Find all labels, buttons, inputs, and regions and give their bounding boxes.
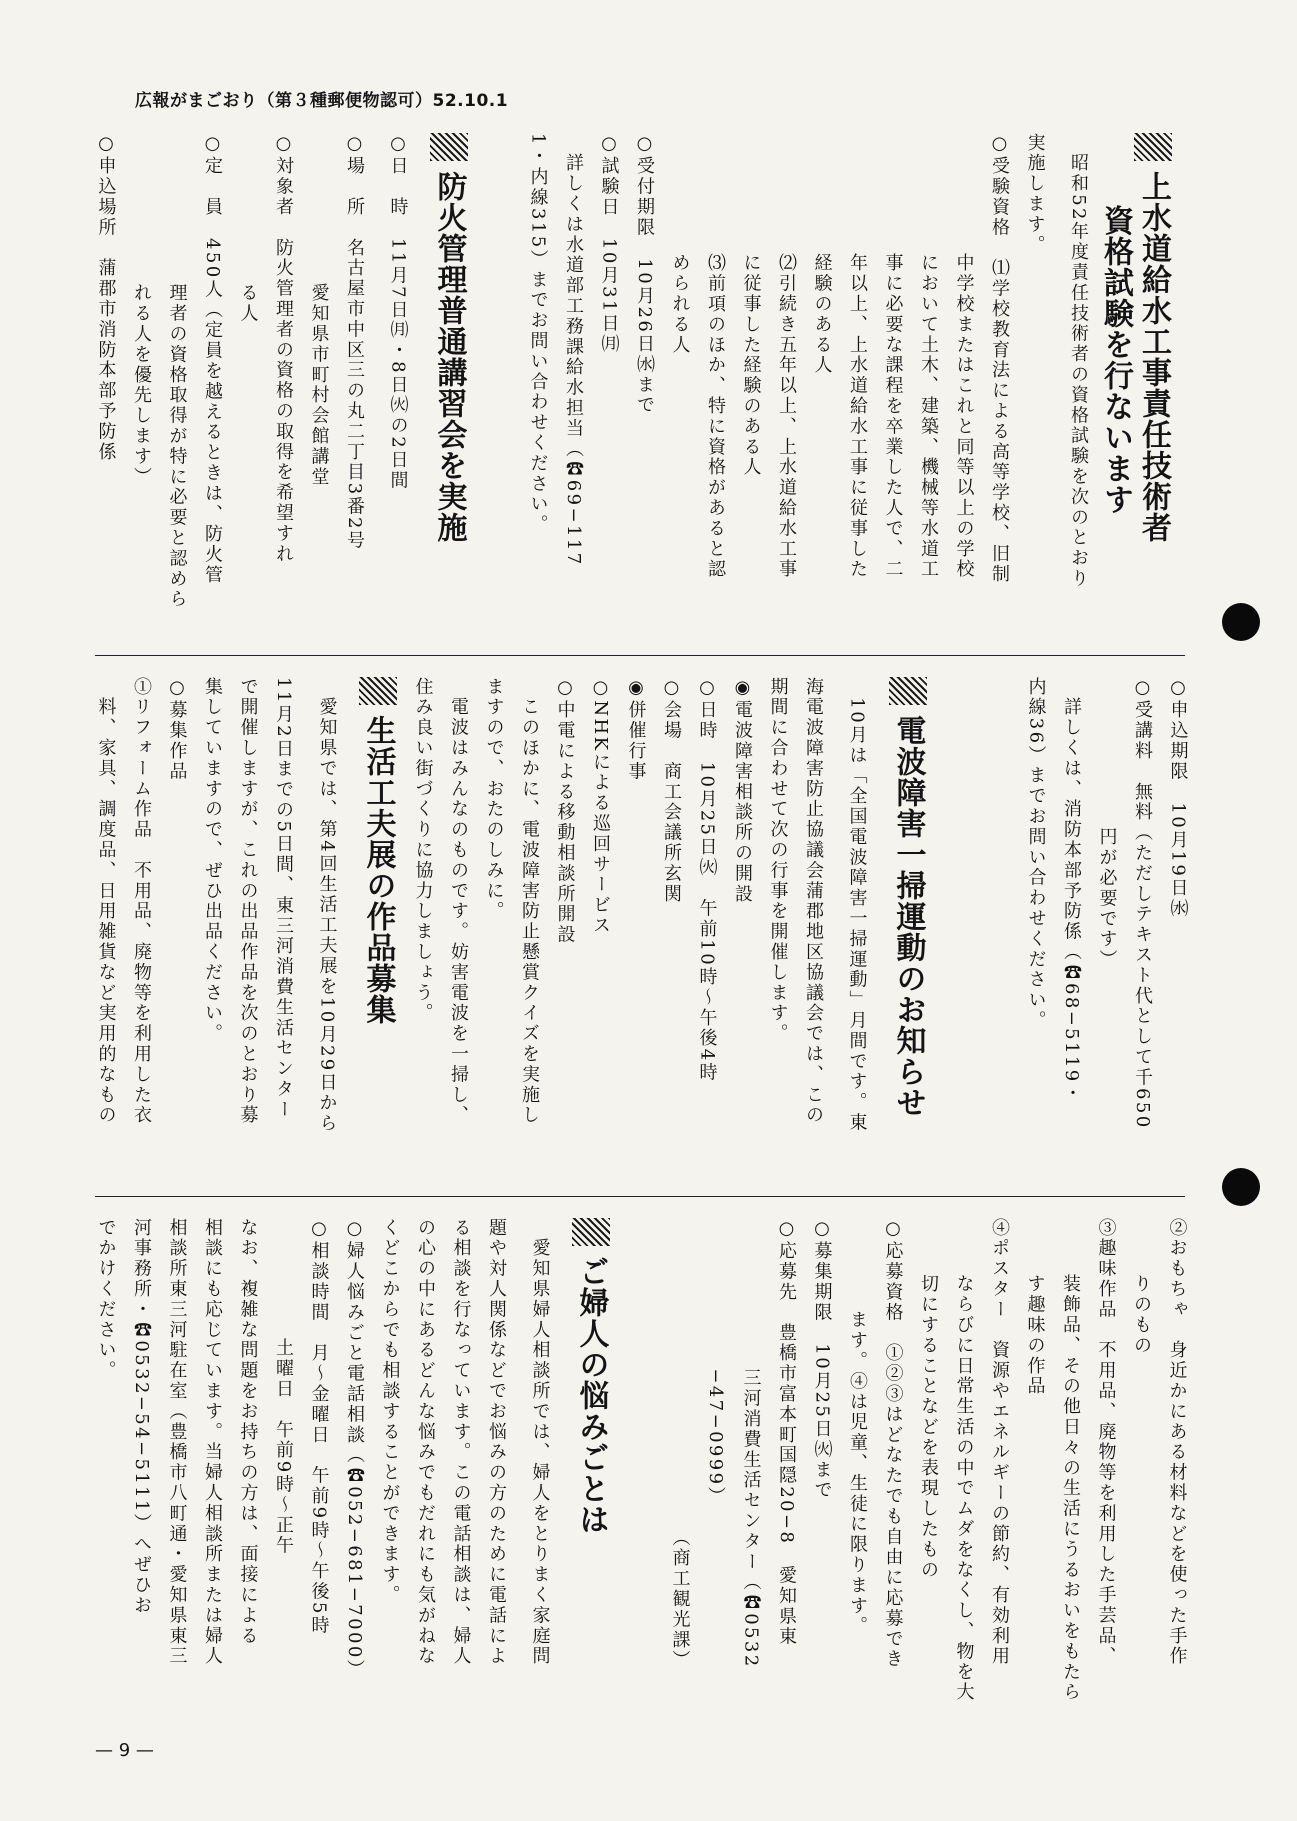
body-line: において土木、建築、機械等水道工 [918,233,939,580]
body-line: 詳しくは水道部工務課給水担当（☎69−117 [563,133,584,567]
body-line: ○応募資格 ①②③はどなたでも自由に応募でき [882,1218,904,1670]
body-line: ○場 所 名古屋市中区三の丸二丁目3番2号 [344,133,365,552]
body-line: なお、複雑な問題をお持ちの方は、面接による [237,1218,259,1647]
body-line: ○相談時間 月〜金曜日 午前9時〜午後5時 [308,1218,330,1637]
body-line: 題や対人関係などでお悩みの方のために電話によ [486,1218,507,1667]
body-line: 期間に合わせて次の行事を開催します。 [767,677,789,1045]
body-line: ○申込場所 蒲郡市消防本部予防係 [95,133,117,463]
body-line: 電波はみんなのものです。妨害電波を一掃し、 [448,677,469,1126]
article-title: 電波障害一掃運動のお知らせ [889,677,927,1182]
body-line: ○受験資格 ⑴学校教育法による高等学校、旧制 [989,133,1010,585]
body-line: ②おもちゃ 身近かにある材料などを使った手作 [1166,1218,1188,1667]
body-line: 河事務所・☎0532−54−5111）へぜひお [131,1218,152,1616]
section-credit: （商工観光課） [669,1528,691,1671]
body-line: くどこからでも相談することができます。 [379,1218,401,1606]
body-line: す趣味の作品 [1024,1254,1046,1397]
body-line: ますので、おたのしみに。 [483,677,505,922]
body-line: 相談所東三河駐在室（豊橋市八町通・愛知県東三 [166,1218,188,1667]
article-women-counseling [88,1218,610,1728]
body-line: 切にすることなどを表現したもの [918,1254,939,1581]
body-line: ○日時 10月25日㈫ 午前10時〜午後4時 [696,677,718,1083]
body-line: ○受付期限 10月26日㈬まで [634,133,655,416]
body-line: 愛知県では、第4回生活工夫展を10月29日から [316,677,338,1134]
body-line: 愛知県市町村会館講堂 [308,263,330,488]
body-line: 装飾品、その他日々の生活にうるおいをもたら [1060,1254,1081,1703]
body-line: −47−0999） [705,1348,726,1507]
body-line: 円が必要です） [1096,807,1118,971]
body-line: ○募集期限 10月25日㈫まで [811,1218,833,1501]
body-line: 理者の資格取得が特に必要と認めら [166,263,188,610]
body-line: 経験のある人 [811,233,833,376]
masthead: 広報がまごおり（第３種郵便物認可）52.10.1 [135,91,509,111]
body-line: る相談を行なっています。この電話相談は、婦人 [450,1218,472,1667]
body-line: 11月2日までの5日間、東三河消費生活センター [273,677,294,1121]
article-fire-course-cont [1018,677,1196,1182]
body-line: ○対象者 防火管理者の資格の取得を希望すれ [273,133,294,565]
body-line: ○婦人悩みごと電話相談（☎052−681−7000） [344,1218,365,1681]
body-line: 相談にも応じています。当婦人相談所または婦人 [202,1218,223,1667]
section-divider-2 [95,1196,1185,1197]
body-line: ◉電波障害相談所の開設 [732,677,753,905]
body-line: 事に必要な課程を卒業した人で、二 [882,233,904,580]
body-line: ○応募先 豊橋市富本町国隠20−8 愛知県東 [776,1218,797,1648]
article-title: 上水道給水工事責任技術者 [1134,133,1172,638]
body-line: 10月は「全国電波障害一掃運動」月間です。東 [846,677,868,1134]
body-line: ○中電による移動相談所開設 [554,677,576,946]
article-craft-exhibition [88,677,397,1182]
body-line: 愛知県婦人相談所では、婦人をとりまく家庭問 [529,1218,551,1667]
body-line: で開催しますが、これの出品作品を次のとおり募 [237,677,259,1126]
body-line: 内線36）までお問い合わせください。 [1025,677,1047,1032]
body-line: 実施します。 [1024,133,1046,256]
body-line: に従事した経験のある人 [740,233,762,478]
article-water-exam [520,133,1172,638]
body-line: ◉併催行事 [625,677,647,782]
body-line: ○試験日 10月31日㈪ [598,133,620,355]
article-title: ご婦人の悩みごとは [572,1218,610,1728]
body-line: れる人を優先します） [131,263,152,488]
body-line: ならびに日常生活の中でムダをなくし、物を大 [953,1254,975,1703]
article-title: 生活工夫展の作品募集 [359,677,397,1182]
body-line: ○募集作品 [166,677,188,782]
body-line: る人 [237,263,259,325]
body-line: ○NHKによる巡回サービス [590,677,611,937]
body-line: ⑵引続き五年以上、上水道給水工事 [776,233,797,580]
article-title: 防火管理普通講習会を実施 [430,133,468,638]
body-line: ④ポスター 資源やエネルギーの節約、有効利用 [989,1218,1010,1667]
body-line: このほかに、電波障害防止懸賞クイズを実施し [519,677,540,1126]
body-line: ○会場 商工会議所玄関 [661,677,682,905]
body-line: められる人 [669,233,691,356]
body-line: 年以上、上水道給水工事に従事した [847,233,868,580]
body-line: 三河消費生活センター（☎0532 [740,1348,762,1669]
body-line: ①リフォーム作品 不用品、廃物等を利用した衣 [131,677,152,1126]
body-line: 中学校またはこれと同等以上の学校 [953,233,975,580]
punch-hole-top [1222,603,1260,641]
body-line: りのもの [1131,1254,1152,1356]
punch-hole-bottom [1222,1168,1260,1206]
article-radio-interference [405,677,927,1182]
body-line: ○日 時 11月7日㈪・8日㈫の2日間 [387,133,409,491]
body-line: の心の中にあるどんな悩みでもだれにも気がねな [415,1218,436,1667]
article-fire-course [88,133,468,638]
body-line: 昭和52年度責任技術者の資格試験を次のとおり [1068,133,1089,590]
body-line: 料、家具、調度品、日用雑貨など実用的なもの [95,677,117,1126]
body-line: ○定 員 450人（定員を越えるときは、防火管 [202,133,223,586]
article-title-line-2: 資格試験を行ないます [1098,205,1133,515]
body-line: 海電波障害防止協議会蒲郡地区協議会では、この [803,677,824,1126]
body-line: ③趣味作品 不用品、廃物等を利用した手芸品、 [1095,1218,1117,1667]
body-line: 土曜日 午前9時〜正午 [273,1318,294,1557]
body-line: ○受講料 無料（ただしテキスト代として千650 [1132,677,1153,1130]
body-line: 1・内線315）までお問い合わせください。 [527,133,549,536]
body-line: 詳しくは、消防本部予防係（☎68−5119・ [1061,677,1082,1104]
page-number: — 9 — [95,1740,154,1761]
body-line: 住み良い街づくりに協力しましょう。 [412,677,434,1024]
body-line: ます。④は児童、生徒に限ります。 [847,1290,868,1637]
body-line: ⑶前項のほか、特に資格があると認 [705,233,726,580]
body-line: 集していますので、ぜひ出品ください。 [202,677,223,1045]
body-line: でかけください。 [95,1218,117,1382]
body-line: ○申込期限 10月19日㈬ [1167,677,1189,920]
section-divider-1 [95,655,1185,656]
article-craft-exhibition-cont [662,1218,1195,1728]
